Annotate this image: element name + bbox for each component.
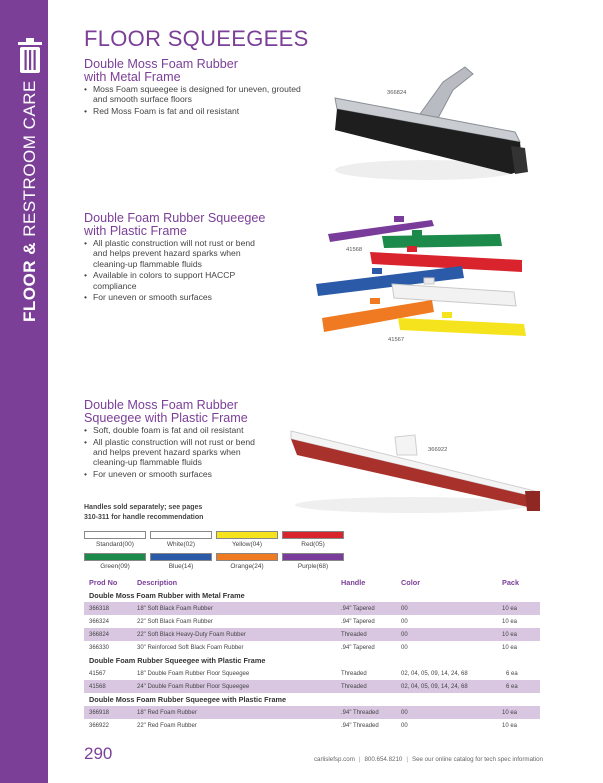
- color-squeegees-image: [312, 212, 537, 340]
- col-description: Description: [137, 578, 178, 587]
- table-group-title: Double Foam Rubber Squeegee with Plastic Frame: [89, 656, 266, 665]
- yellow-squeegee: [398, 312, 526, 336]
- page-title: FLOOR SQUEEGEES: [84, 26, 309, 51]
- table-row: 366324 22" Soft Black Foam Rubber .94" Tapered 00 10 ea: [89, 618, 518, 625]
- page-number: 290: [84, 744, 113, 763]
- color-swatch-label: Yellow(04): [231, 541, 263, 548]
- table-row: 366318 18" Soft Black Foam Rubber .94" Tapered 00 10 ea: [84, 602, 540, 615]
- col-pack: Pack: [502, 578, 520, 587]
- bullet-item: • Moss Foam squeegee is designed for uneven, grouted and smooth surface floors: [84, 84, 304, 105]
- table-row: 41568 24" Double Foam Rubber Floor Squeegee Threaded 02, 04, 05, 09, 14, 24, 68 6 ea: [84, 680, 540, 693]
- section-title: Double Moss Foam Rubber with Metal Frame: [84, 57, 238, 84]
- color-swatch-label: Green(09): [100, 563, 130, 570]
- section-title: Double Moss Foam Rubber Squeegee with Plastic Frame: [84, 398, 248, 425]
- color-swatch-label: Red(05): [301, 541, 325, 548]
- bullet-list: [84, 425, 264, 481]
- bullet-item: • All plastic construction will not rust or bend and helps prevent hazard sparks when cleaning-up flammable fluids: [84, 437, 264, 468]
- table-row: 366330 30" Reinforced Soft Black Foam Rubber .94" Tapered 00 10 ea: [89, 644, 518, 651]
- color-swatch-label: Orange(24): [230, 563, 264, 570]
- handles-note: Handles sold separately; see pages 310-311 for handle recommendation: [84, 504, 204, 521]
- metal-frame-squeegee-image: [325, 62, 530, 187]
- col-handle: Handle: [341, 578, 366, 587]
- color-swatch: [216, 531, 278, 539]
- product-label: 366824: [387, 90, 407, 96]
- bullet-list: [84, 238, 264, 304]
- col-prod-no: Prod No: [89, 578, 118, 587]
- footer-site: carlislefsp.com: [313, 756, 355, 763]
- col-color: Color: [401, 578, 421, 587]
- color-swatch-label: White(02): [166, 541, 196, 548]
- table-row: 366922 22" Red Foam Rubber .94" Threaded 00 10 ea: [89, 722, 518, 729]
- trash-can-icon: [17, 38, 43, 74]
- table-row: 366918 18" Red Foam Rubber .94" Threaded 00 10 ea: [84, 706, 540, 719]
- color-swatch: [84, 531, 146, 539]
- table-group-title: Double Moss Foam Rubber with Metal Frame: [89, 591, 245, 600]
- bullet-item: • Available in colors to support HACCP compliance: [84, 270, 264, 291]
- product-label: 41568: [346, 247, 363, 253]
- table-row: 366824 22" Soft Black Heavy-Duty Foam Rubber Threaded 00 10 ea: [84, 628, 540, 641]
- red-foam-squeegee-image: [285, 425, 540, 515]
- color-swatch: [282, 531, 344, 539]
- bullet-item: • For uneven or smooth surfaces: [84, 292, 264, 302]
- color-swatch: [216, 553, 278, 561]
- color-swatch: [282, 553, 344, 561]
- color-swatch-label: Standard(00): [96, 541, 134, 548]
- footer-phone: 800.654.8210: [364, 756, 403, 763]
- footer-text: See our online catalog for tech spec information: [411, 756, 543, 763]
- bullet-item: • All plastic construction will not rust or bend and helps prevent hazard sparks when cleaning-up flammable fluids: [84, 238, 264, 269]
- product-label: 366922: [428, 447, 448, 453]
- color-swatch-label: Blue(14): [168, 563, 194, 570]
- color-swatch: [150, 531, 212, 539]
- section-title: Double Foam Rubber Squeegee with Plastic Frame: [84, 211, 266, 238]
- table-row: 41567 18" Double Foam Rubber Floor Squeegee Threaded 02, 04, 05, 09, 14, 24, 68 6 ea: [89, 670, 518, 677]
- color-swatch: [84, 553, 146, 561]
- green-squeegee: [382, 230, 502, 248]
- footer: carlislefsp.com | 800.654.8210 | See our online catalog for tech spec information: [313, 756, 543, 763]
- table-group-title: Double Moss Foam Rubber Squeegee with Plastic Frame: [89, 695, 287, 704]
- bullet-item: • For uneven or smooth surfaces: [84, 469, 264, 479]
- bullet-item: • Red Moss Foam is fat and oil resistant: [84, 106, 304, 116]
- color-swatch-label: Purple(68): [297, 563, 329, 570]
- bullet-list: [84, 84, 304, 118]
- sidebar-category-label: FLOOR & RESTROOM CARE: [20, 80, 39, 322]
- bullet-item: • Soft, double foam is fat and oil resistant: [84, 425, 264, 435]
- sidebar: [0, 0, 48, 783]
- product-label: 41567: [388, 337, 405, 343]
- color-swatch: [150, 553, 212, 561]
